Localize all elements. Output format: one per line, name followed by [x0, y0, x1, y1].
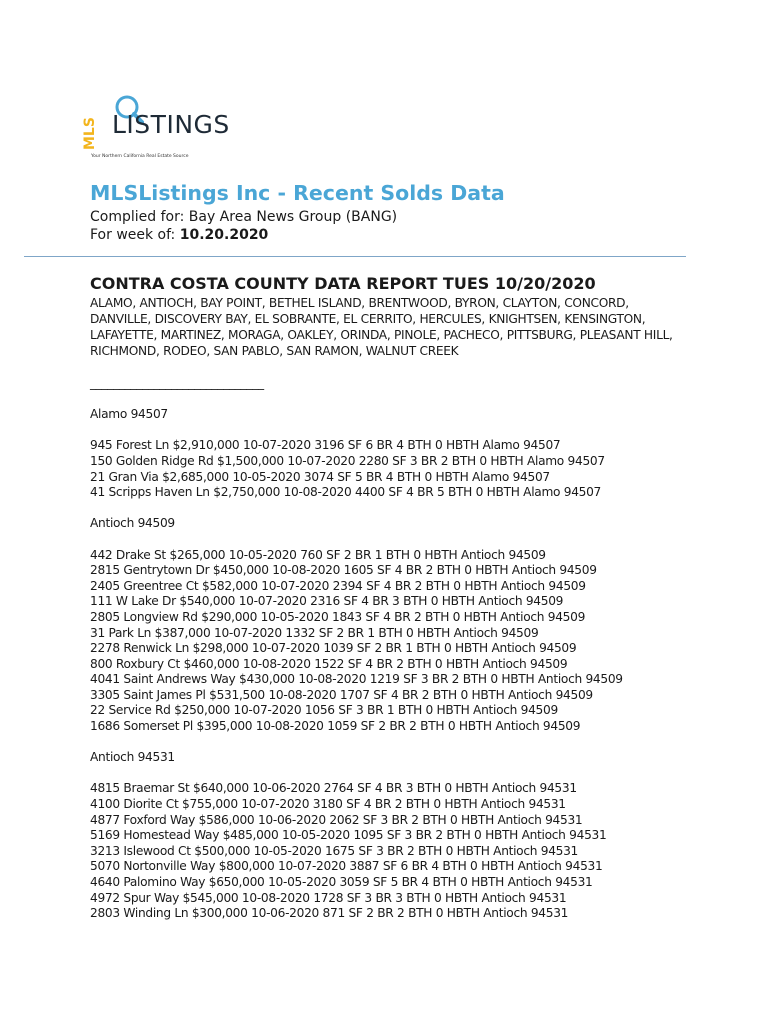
- section-heading: Antioch 94509: [90, 516, 175, 531]
- mls-listings-logo: [82, 92, 230, 164]
- header-divider: [24, 256, 686, 257]
- list-item: 3305 Saint James Pl $531,500 10-08-2020 1707 SF 4 BR 2 BTH 0 HBTH Antioch 94509: [90, 687, 593, 702]
- logo-tagline: Your Northern California Real Estate Source: [91, 154, 189, 159]
- list-item: 5070 Nortonville Way $800,000 10-07-2020 3887 SF 6 BR 4 BTH 0 HBTH Antioch 94531: [90, 859, 603, 874]
- compiled-label: Complied for:: [90, 209, 189, 225]
- list-item: 4972 Spur Way $545,000 10-08-2020 1728 SF 3 BR 3 BTH 0 HBTH Antioch 94531: [90, 890, 567, 905]
- list-item: 2278 Renwick Ln $298,000 10-07-2020 1039 SF 2 BR 1 BTH 0 HBTH Antioch 94509: [90, 641, 577, 656]
- compiled-for-line: [90, 209, 397, 225]
- list-item: 2815 Gentrytown Dr $450,000 10-08-2020 1605 SF 4 BR 2 BTH 0 HBTH Antioch 94509: [90, 563, 597, 578]
- logo-mark: MLS: [82, 117, 98, 150]
- list-item: 3213 Islewood Ct $500,000 10-05-2020 1675 SF 3 BR 2 BTH 0 HBTH Antioch 94531: [90, 843, 579, 858]
- separator-line: ______________________________: [90, 376, 264, 390]
- list-item: 4877 Foxford Way $586,000 10-06-2020 2062 SF 3 BR 2 BTH 0 HBTH Antioch 94531: [90, 812, 583, 827]
- list-item: 4041 Saint Andrews Way $430,000 10-08-2020 1219 SF 3 BR 2 BTH 0 HBTH Antioch 94509: [90, 672, 623, 687]
- compiled-value: Bay Area News Group (BANG): [188, 209, 398, 225]
- list-item: 41 Scripps Haven Ln $2,750,000 10-08-2020 4400 SF 4 BR 5 BTH 0 HBTH Alamo 94507: [90, 485, 602, 500]
- list-item: 2803 Winding Ln $300,000 10-06-2020 871 SF 2 BR 2 BTH 0 HBTH Antioch 94531: [90, 906, 569, 921]
- list-item: 22 Service Rd $250,000 10-07-2020 1056 SF 3 BR 1 BTH 0 HBTH Antioch 94509: [90, 703, 558, 718]
- list-item: 5169 Homestead Way $485,000 10-05-2020 1095 SF 3 BR 2 BTH 0 HBTH Antioch 94531: [90, 828, 607, 843]
- logo-wordmark: LISTINGS: [112, 110, 230, 139]
- week-of-line: [90, 227, 268, 243]
- report-body: [90, 376, 710, 922]
- week-label: For week of:: [90, 227, 180, 243]
- list-item: 945 Forest Ln $2,910,000 10-07-2020 3196 SF 6 BR 4 BTH 0 HBTH Alamo 94507: [90, 438, 561, 453]
- list-item: 442 Drake St $265,000 10-05-2020 760 SF 2 BR 1 BTH 0 HBTH Antioch 94509: [90, 547, 546, 562]
- list-item: 150 Golden Ridge Rd $1,500,000 10-07-2020 2280 SF 3 BR 2 BTH 0 HBTH Alamo 94507: [90, 453, 605, 468]
- list-item: 21 Gran Via $2,685,000 10-05-2020 3074 SF 5 BR 4 BTH 0 HBTH Alamo 94507: [90, 469, 550, 484]
- section-heading: Antioch 94531: [90, 750, 175, 765]
- list-item: 1686 Somerset Pl $395,000 10-08-2020 1059 SF 2 BR 2 BTH 0 HBTH Antioch 94509: [90, 719, 581, 734]
- list-item: 4640 Palomino Way $650,000 10-05-2020 3059 SF 5 BR 4 BTH 0 HBTH Antioch 94531: [90, 875, 593, 889]
- list-item: 31 Park Ln $387,000 10-07-2020 1332 SF 2 BR 1 BTH 0 HBTH Antioch 94509: [90, 625, 539, 640]
- page-title: MLSListings Inc - Recent Solds Data: [90, 181, 505, 205]
- list-item: 2405 Greentree Ct $582,000 10-07-2020 2394 SF 4 BR 2 BTH 0 HBTH Antioch 94509: [90, 578, 586, 593]
- list-item: 800 Roxbury Ct $460,000 10-08-2020 1522 SF 4 BR 2 BTH 0 HBTH Antioch 94509: [90, 656, 568, 671]
- report-cities: ALAMO, ANTIOCH, BAY POINT, BETHEL ISLAND, BRENTWOOD, BYRON, CLAYTON, CONCORD, DANVILLE, DISCOVERY BAY, EL SOBRANTE, EL CERRITO, HERCULES, KNIGHTSEN, KENSINGTON, LAFAYETTE, MARTINEZ, MORAGA, OAKLEY, ORINDA, PINOLE, PACHECO, PITTSBURG, PLEASANT HILL, RICHMOND, RODEO, SAN PABLO, SAN RAMON, WALNUT CREEK: [90, 296, 673, 358]
- list-item: 111 W Lake Dr $540,000 10-07-2020 2316 SF 4 BR 3 BTH 0 HBTH Antioch 94509: [90, 594, 564, 609]
- week-value: 10.20.2020: [179, 227, 269, 243]
- list-item: 2805 Longview Rd $290,000 10-05-2020 1843 SF 4 BR 2 BTH 0 HBTH Antioch 94509: [90, 609, 586, 624]
- report-title: CONTRA COSTA COUNTY DATA REPORT TUES 10/20/2020: [90, 274, 596, 293]
- section-heading: Alamo 94507: [90, 407, 168, 422]
- list-item: 4815 Braemar St $640,000 10-06-2020 2764 SF 4 BR 3 BTH 0 HBTH Antioch 94531: [90, 781, 577, 796]
- list-item: 4100 Diorite Ct $755,000 10-07-2020 3180 SF 4 BR 2 BTH 0 HBTH Antioch 94531: [90, 797, 566, 812]
